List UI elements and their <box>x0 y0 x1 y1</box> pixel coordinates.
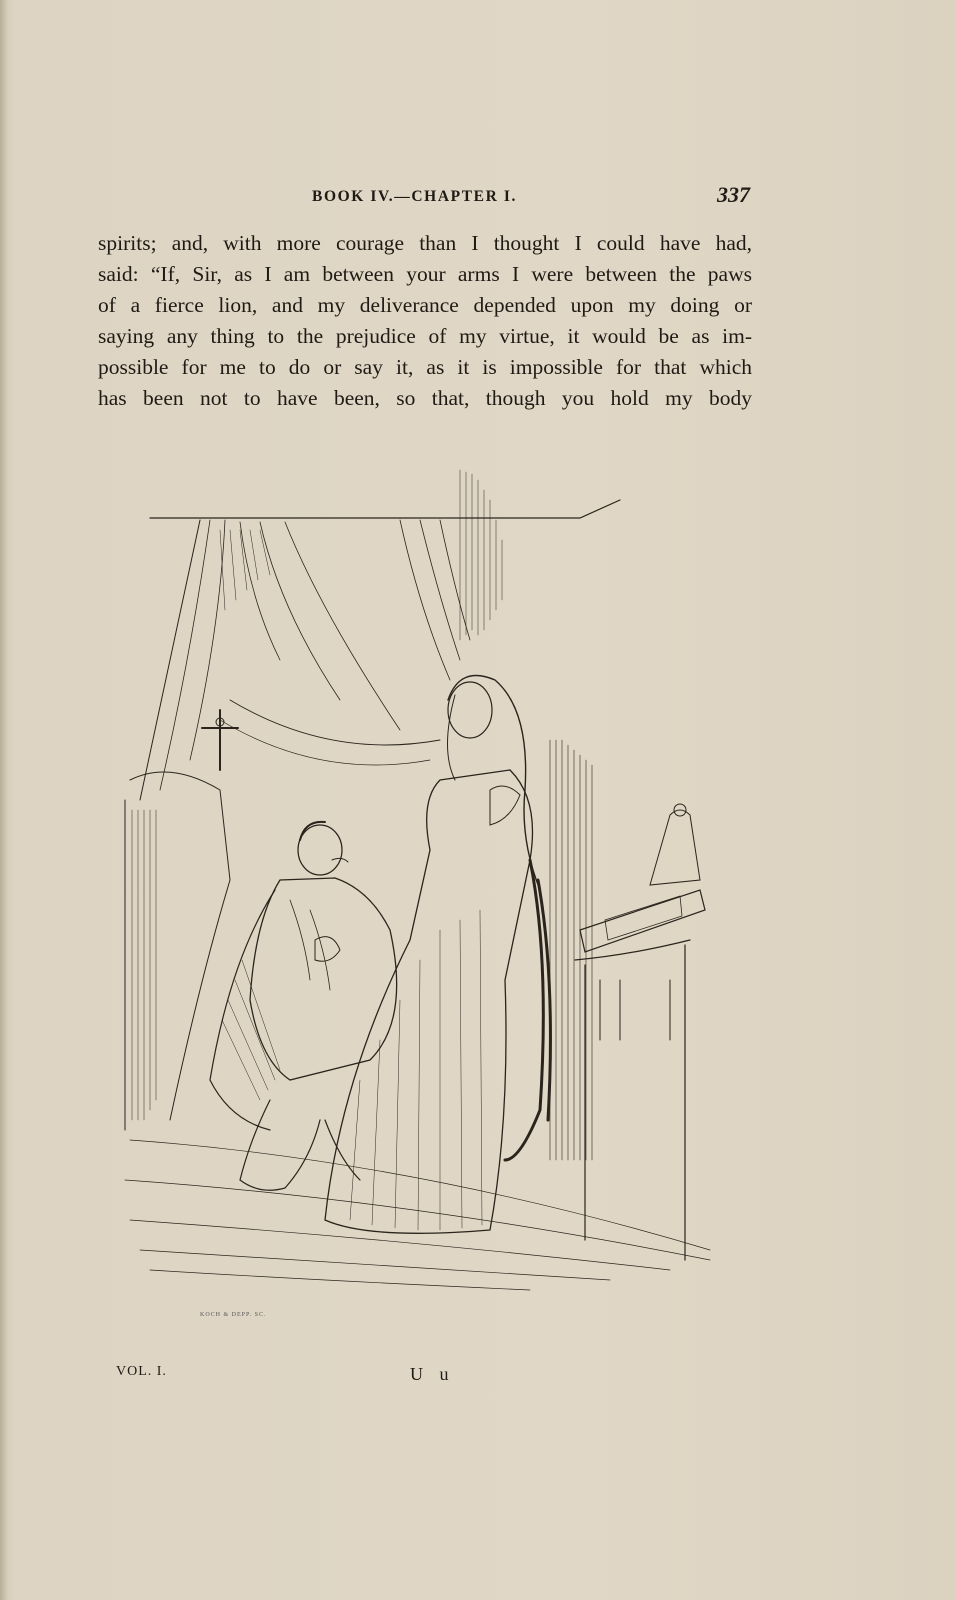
text-line: said: “If, Sir, as I am between your arms I were between the paws <box>98 262 752 286</box>
text-line: saying any thing to the prejudice of my virtue, it would be as im- <box>98 324 752 348</box>
running-head <box>98 182 758 212</box>
signature-mark: U u <box>410 1364 455 1384</box>
text-line: has been not to have been, so that, though you hold my body <box>98 386 752 410</box>
text-line: of a fierce lion, and my deliverance depended upon my doing or <box>98 293 752 317</box>
engraver-signature: KOCH & DEPP. SC. <box>200 1312 267 1318</box>
text-line: possible for me to do or say it, as it is impossible for that which <box>98 355 752 379</box>
body-text <box>98 228 752 414</box>
page-number: 337 <box>717 182 750 207</box>
text-line: spirits; and, with more courage than I thought I could have had, <box>98 231 752 255</box>
engraving-illustration <box>110 460 730 1340</box>
running-title: BOOK IV.—CHAPTER I. <box>312 188 517 205</box>
volume-label: VOL. I. <box>116 1364 167 1379</box>
page-edge <box>0 0 8 1600</box>
